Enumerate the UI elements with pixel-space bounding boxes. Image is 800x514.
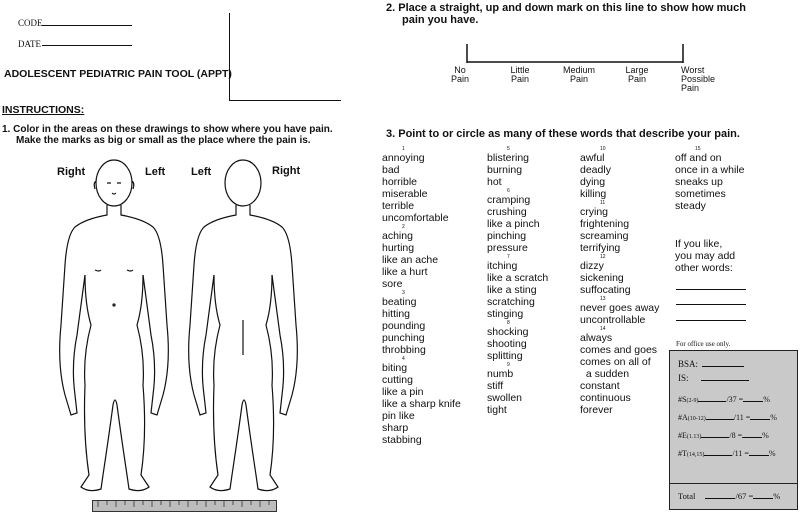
- date-label: DATE: [18, 39, 41, 49]
- office-score-row: [678, 395, 770, 404]
- percent-blank[interactable]: [743, 401, 763, 402]
- pain-word[interactable]: comes and goes: [580, 344, 658, 356]
- measuring-ruler: [92, 500, 277, 512]
- pain-word[interactable]: swollen: [487, 392, 523, 404]
- pain-word[interactable]: sickening: [580, 272, 624, 284]
- code-field[interactable]: [42, 25, 132, 26]
- word-column-3: [580, 146, 680, 416]
- pain-word[interactable]: splitting: [487, 350, 523, 362]
- word-group: [580, 200, 680, 254]
- pain-word[interactable]: terrible: [382, 200, 415, 212]
- word-column-4: [675, 146, 775, 212]
- scale-worst-possible-pain: Worst Possible Pain: [681, 65, 716, 93]
- percent-blank[interactable]: [749, 455, 769, 456]
- pain-word[interactable]: shocking: [487, 326, 529, 338]
- percent-sign: %: [770, 413, 777, 422]
- score-code: #A: [678, 413, 688, 422]
- word-group-number: 12: [600, 254, 606, 260]
- word-group: [675, 146, 775, 212]
- word-group: [382, 290, 482, 356]
- word-group: [580, 146, 680, 200]
- word-group-number: 5: [507, 146, 510, 152]
- pain-word[interactable]: sharp: [382, 422, 409, 434]
- pain-word[interactable]: throbbing: [382, 344, 426, 356]
- word-group-number: 8: [507, 320, 510, 326]
- word-group: [580, 296, 680, 326]
- word-group: [580, 254, 680, 296]
- pain-word[interactable]: biting: [382, 362, 408, 374]
- pain-word[interactable]: stabbing: [382, 434, 422, 446]
- percent-sign: %: [763, 395, 770, 404]
- score-code: #S: [678, 395, 687, 404]
- add-word-field-2[interactable]: [676, 304, 746, 305]
- word-group-number: 15: [695, 146, 701, 152]
- office-total-divider: [670, 483, 797, 484]
- pain-word[interactable]: beating: [382, 296, 417, 308]
- word-group: [382, 146, 482, 224]
- score-denominator: /11 =: [733, 413, 751, 422]
- word-group: [487, 188, 587, 254]
- pain-word[interactable]: like a hurt: [382, 266, 428, 278]
- pain-word[interactable]: stinging: [487, 308, 524, 320]
- pain-word[interactable]: hot: [487, 176, 502, 188]
- pain-word[interactable]: burning: [487, 164, 523, 176]
- form-title: ADOLESCENT PEDIATRIC PAIN TOOL (APPT): [4, 68, 232, 80]
- add-word-field-1[interactable]: [676, 289, 746, 290]
- score-denominator: /8 =: [729, 431, 743, 440]
- scale-no-pain: No Pain: [450, 65, 469, 84]
- pain-word[interactable]: sometimes: [675, 188, 726, 200]
- scale-medium-pain: Medium Pain: [562, 65, 595, 84]
- header-divider-vertical: [229, 13, 230, 101]
- back-left-label: Left: [191, 166, 212, 178]
- percent-sign: %: [762, 431, 769, 440]
- pain-word[interactable]: like an ache: [382, 254, 439, 266]
- pain-word[interactable]: crying: [580, 206, 609, 218]
- word-column-1: [382, 146, 482, 446]
- office-use-label: For office use only.: [676, 340, 731, 348]
- score-range: (2-9): [686, 398, 699, 404]
- word-group-number: 6: [507, 188, 510, 194]
- pain-word[interactable]: killing: [580, 188, 607, 200]
- instructions-heading: INSTRUCTIONS:: [2, 104, 85, 116]
- pain-word[interactable]: shooting: [487, 338, 527, 350]
- score-range: (14,15): [686, 452, 705, 458]
- word-group-number: 4: [402, 356, 405, 362]
- question3-text: 3. Point to or circle as many of these words that describe your pain.: [386, 128, 740, 140]
- question2-text: [386, 2, 746, 26]
- pain-word[interactable]: like a scratch: [487, 272, 549, 284]
- pain-word[interactable]: crushing: [487, 206, 527, 218]
- pain-word[interactable]: forever: [580, 404, 613, 416]
- office-use-box: [669, 350, 798, 510]
- word-group: [580, 326, 680, 416]
- front-left-label: Left: [145, 166, 166, 178]
- score-blank[interactable]: [701, 437, 729, 438]
- add-word-field-3[interactable]: [676, 320, 746, 321]
- scale-little-pain: Little Pain: [510, 65, 530, 84]
- word-group-number: 13: [600, 296, 606, 302]
- body-outline-drawings[interactable]: [55, 155, 345, 495]
- score-code: #E: [678, 431, 687, 440]
- pain-word[interactable]: deadly: [580, 164, 611, 176]
- pain-word[interactable]: once in a while: [675, 164, 745, 176]
- pain-word[interactable]: comes on all of: [580, 356, 651, 368]
- pain-word[interactable]: always: [580, 332, 613, 344]
- pain-word[interactable]: suffocating: [580, 284, 631, 296]
- pain-word[interactable]: hurting: [382, 242, 415, 254]
- pain-word[interactable]: pressure: [487, 242, 528, 254]
- back-body-outline[interactable]: [189, 160, 301, 491]
- header-divider-horizontal: [229, 100, 341, 101]
- pain-word[interactable]: cutting: [382, 374, 413, 386]
- pain-word[interactable]: dying: [580, 176, 606, 188]
- word-group-number: 7: [507, 254, 510, 260]
- pain-word[interactable]: cramping: [487, 194, 531, 206]
- percent-blank[interactable]: [750, 419, 770, 420]
- question2-line2: pain you have.: [402, 14, 479, 26]
- pain-word[interactable]: like a pin: [382, 386, 424, 398]
- question2-line1: 2. Place a straight, up and down mark on this line to show how much: [386, 2, 746, 14]
- pain-word[interactable]: off and on: [675, 152, 722, 164]
- front-right-label: Right: [57, 166, 86, 178]
- is-row: IS:: [678, 373, 749, 383]
- pain-word[interactable]: bad: [382, 164, 400, 176]
- back-right-label: Right: [272, 165, 301, 177]
- pain-word[interactable]: aching: [382, 230, 413, 242]
- pain-word[interactable]: frightening: [580, 218, 630, 230]
- pain-word[interactable]: miserable: [382, 188, 428, 200]
- word-group: [487, 254, 587, 320]
- ruler-ticks: [93, 501, 276, 511]
- pain-word[interactable]: a sudden: [580, 368, 630, 380]
- word-group-number: 9: [507, 362, 510, 368]
- percent-blank[interactable]: [742, 437, 762, 438]
- bsa-row: BSA:: [678, 359, 744, 369]
- pain-word[interactable]: annoying: [382, 152, 425, 164]
- pain-word[interactable]: sore: [382, 278, 403, 290]
- word-group: [487, 146, 587, 188]
- pain-word[interactable]: constant: [580, 380, 620, 392]
- code-label: CODE: [18, 18, 43, 28]
- add-words-prompt: If you like, you may add other words:: [675, 238, 736, 274]
- total-row: Total /67 = %: [678, 491, 781, 501]
- pain-word[interactable]: like a pinch: [487, 218, 540, 230]
- score-denominator: /37 =: [726, 395, 744, 404]
- pain-word[interactable]: stiff: [487, 380, 504, 392]
- pain-word[interactable]: itching: [487, 260, 518, 272]
- word-group: [382, 224, 482, 290]
- pain-word[interactable]: sneaks up: [675, 176, 723, 188]
- front-body-outline[interactable]: [60, 160, 169, 491]
- pain-word[interactable]: tight: [487, 404, 507, 416]
- score-blank[interactable]: [704, 455, 732, 456]
- pain-word[interactable]: horrible: [382, 176, 418, 188]
- pain-word[interactable]: pinching: [487, 230, 527, 242]
- pain-word[interactable]: continuous: [580, 392, 631, 404]
- pain-word[interactable]: like a sting: [487, 284, 537, 296]
- pain-word[interactable]: pin like: [382, 410, 415, 422]
- word-group-number: 3: [402, 290, 405, 296]
- pain-word[interactable]: punching: [382, 332, 425, 344]
- word-group: [487, 362, 587, 416]
- pain-word[interactable]: never goes away: [580, 302, 660, 314]
- pain-word[interactable]: uncontrollable: [580, 314, 646, 326]
- pain-word[interactable]: blistering: [487, 152, 530, 164]
- scale-large-pain: Large Pain: [625, 65, 649, 84]
- pain-word[interactable]: terrifying: [580, 242, 621, 254]
- word-group-number: 10: [600, 146, 606, 152]
- word-column-2: [487, 146, 587, 416]
- question1-text: [2, 124, 333, 146]
- pain-word[interactable]: scratching: [487, 296, 535, 308]
- office-score-row: [678, 449, 776, 458]
- score-blank[interactable]: [698, 401, 726, 402]
- word-group: [382, 356, 482, 446]
- pain-scale-line[interactable]: [460, 44, 690, 66]
- score-denominator: /11 =: [732, 449, 749, 458]
- pain-word[interactable]: uncomfortable: [382, 212, 449, 224]
- word-group: [487, 320, 587, 362]
- word-group-number: 11: [600, 200, 606, 206]
- score-range: (10-12): [687, 416, 706, 422]
- date-field[interactable]: [42, 45, 132, 46]
- pain-word[interactable]: pounding: [382, 320, 426, 332]
- pain-word[interactable]: hitting: [382, 308, 411, 320]
- pain-word[interactable]: dizzy: [580, 260, 604, 272]
- pain-word[interactable]: like a sharp knife: [382, 398, 461, 410]
- pain-word[interactable]: awful: [580, 152, 605, 164]
- pain-word[interactable]: numb: [487, 368, 514, 380]
- percent-sign: %: [768, 449, 776, 458]
- office-score-row: [678, 431, 769, 440]
- question1-line2: Make the marks as big or small as the place where the pain is.: [16, 135, 311, 146]
- score-code: #T: [678, 449, 687, 458]
- pain-word[interactable]: steady: [675, 200, 706, 212]
- word-group-number: 1: [402, 146, 405, 152]
- score-range: (1.13): [686, 434, 702, 440]
- score-blank[interactable]: [706, 419, 734, 420]
- word-group-number: 2: [402, 224, 405, 230]
- question1-line1: 1. Color in the areas on these drawings to show where you have pain.: [2, 124, 333, 135]
- office-score-row: [678, 413, 777, 422]
- word-group-number: 14: [600, 326, 606, 332]
- pain-word[interactable]: screaming: [580, 230, 629, 242]
